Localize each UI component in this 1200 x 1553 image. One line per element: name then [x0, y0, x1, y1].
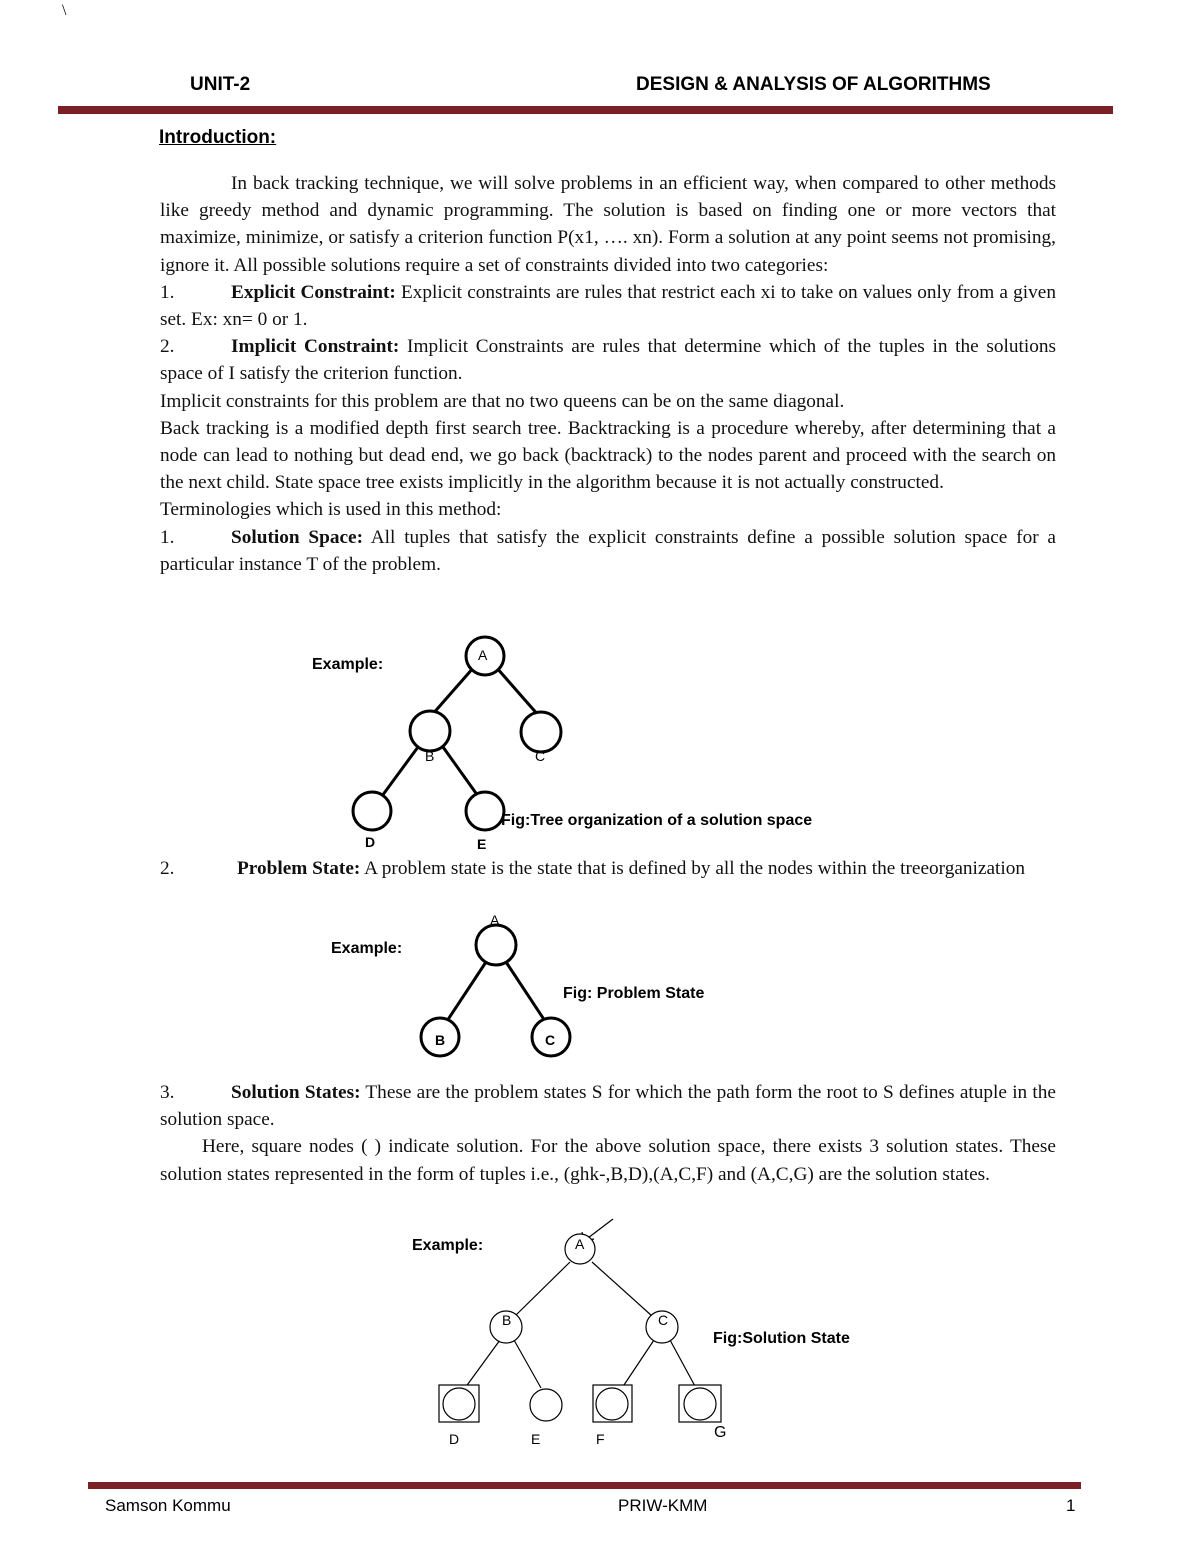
fig2-example-label: Example:: [331, 940, 403, 957]
implicit-queens-line: Implicit constraints for this problem are that no two queens can be on the same diagonal.: [160, 390, 845, 412]
node-e: [466, 792, 504, 830]
node-f: [596, 1388, 628, 1420]
fig2-node-label-b: B: [435, 1032, 446, 1048]
fig3-caption: Fig:Solution State: [713, 1330, 850, 1347]
fig3-node-label-f: F: [596, 1431, 605, 1447]
solution-text: Here, square nodes ( ) indicate solution. For the above solution space, there exists 3 solution states. These solution states represented in the form of tuples i.e., (ghk-,B,D),(A,C,F) and (A,C,G) are the solution states.: [160, 1136, 1056, 1185]
item-term: Solution Space:: [231, 526, 364, 548]
item-text: All tuples that satisfy the explicit constraints define a possible solution space for a particular instance T of the problem.: [160, 526, 1056, 575]
solution-states-paragraph: [160, 1133, 1056, 1187]
page-number: 1: [1066, 1496, 1076, 1515]
fig1-example-label: Example:: [312, 656, 384, 673]
header-unit: UNIT-2: [190, 74, 251, 95]
item-term: Explicit Constraint:: [231, 281, 396, 303]
fig3-example-label: Example:: [412, 1237, 484, 1254]
fig1-node-label-b: B: [425, 748, 435, 764]
footer-author: Samson Kommu: [105, 1496, 231, 1515]
fig3-node-label-a: A: [575, 1236, 585, 1252]
node-b: [410, 711, 450, 751]
item-text: A problem state is the state that is defined by all the nodes within the treeorganization: [360, 858, 1026, 879]
item-text: These are the problem states S for which the path form the root to S defines atuple in the solution space.: [160, 1082, 1056, 1131]
item-term: Solution States:: [231, 1082, 361, 1103]
item-term: Problem State:: [237, 858, 361, 879]
fig3-node-label-e: E: [531, 1431, 541, 1447]
problem-state-item: [160, 855, 1042, 882]
node-g: [684, 1388, 716, 1420]
corner-mark: \: [62, 2, 67, 19]
intro-text: In back tracking technique, we will solve problems in an efficient way, when compared to other methods like greedy method and dynamic programming. The solution is based on finding one or more vectors that maximize, minimize, or satisfy a criterion function P(x1, …. xn). Form a solution at any point seems not promising, ignore it. All possible solutions require a set of constraints divided into two categories:: [160, 173, 1056, 276]
fig2-node-label-c: C: [545, 1032, 556, 1048]
fig1-node-label-e: E: [477, 836, 487, 852]
terminologies-line: Terminologies which is used in this method:: [160, 499, 502, 521]
section-heading: Introduction:: [159, 127, 277, 148]
item-term: Implicit Constraint:: [231, 336, 400, 358]
fig1-node-label-c: C: [535, 748, 546, 764]
text-block-solution-states: [160, 1079, 1056, 1188]
fig3-node-label-c: C: [658, 1312, 669, 1328]
item-text: Explicit constraints are rules that restrict each xi to take on values only from a given set. Ex: xn= 0 or 1.: [160, 281, 1056, 331]
fig1-node-label-a: A: [478, 647, 488, 663]
fig1-caption: Fig:Tree organization of a solution space: [501, 812, 813, 829]
footer-code: PRIW-KMM: [618, 1496, 708, 1515]
node-d: [353, 792, 391, 830]
text-block-problem-state: [160, 855, 1042, 882]
footer-rule: [88, 1482, 1081, 1489]
node-a: [476, 925, 516, 965]
item-number: 2.: [160, 858, 175, 879]
fig3-node-label-g: G: [714, 1424, 727, 1441]
fig3-node-label-b: B: [502, 1312, 512, 1328]
node-d: [443, 1388, 475, 1420]
solution-states-item: [160, 1079, 1056, 1133]
item-number: 3.: [160, 1082, 175, 1103]
backtracking-paragraph: Back tracking is a modified depth first search tree. Backtracking is a procedure whereby, after determining that a node can lead to nothing but dead end, we go back (backtrack) to the nodes parent and proceed with the search on the next child. State space tree exists implicitly in the algorithm because it is not actually constructed.: [160, 417, 1056, 494]
fig1-node-label-d: D: [365, 834, 376, 850]
header-course-title: DESIGN & ANALYSIS OF ALGORITHMS: [636, 74, 991, 95]
fig3-node-label-d: D: [449, 1431, 460, 1447]
fig2-node-label-a: A: [490, 912, 500, 928]
node-c: [521, 712, 561, 752]
item-number: 1.: [160, 281, 175, 303]
item-text: Implicit Constraints are rules that determine which of the tuples in the solutions space of I satisfy the criterion function.: [160, 336, 1056, 385]
item-number: 1.: [160, 526, 175, 548]
node-e: [530, 1389, 562, 1421]
fig2-caption: Fig: Problem State: [563, 985, 705, 1002]
item-number: 2.: [160, 336, 175, 358]
